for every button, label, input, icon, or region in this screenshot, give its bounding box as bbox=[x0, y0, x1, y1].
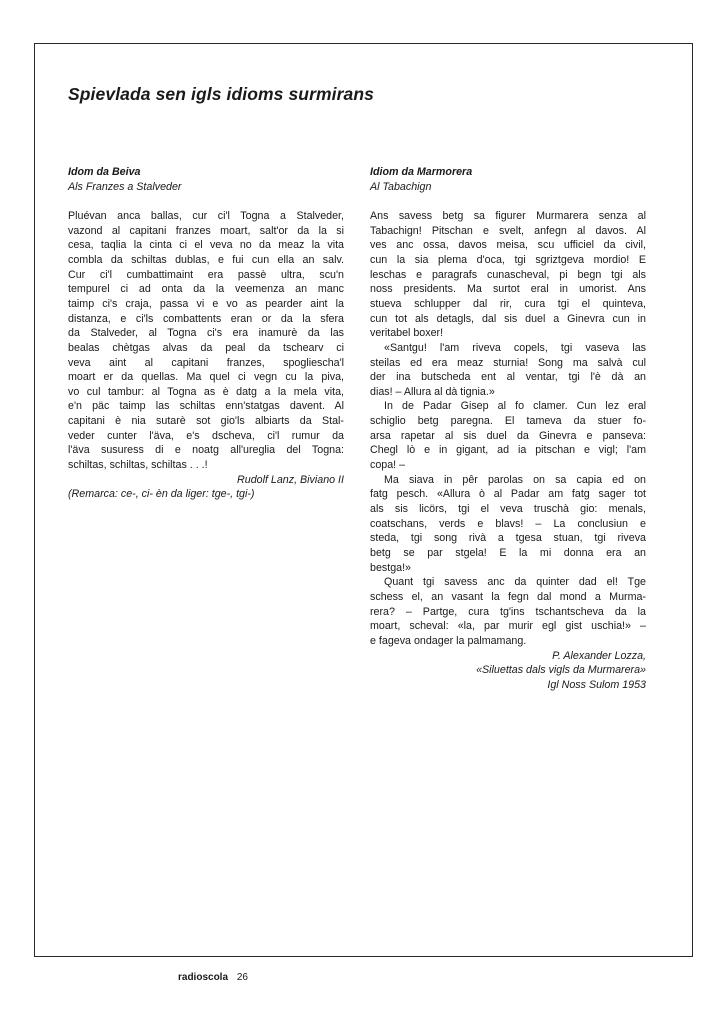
text-line: der ina butscheda ent al ventar, tgi l'è dà an bbox=[370, 371, 646, 384]
text-line: distanza, e ci'ls combattents eran or da la sfera bbox=[68, 312, 344, 325]
text-line: cesa, taqlia la cinta ci el veva no da meaz la vita bbox=[68, 239, 344, 252]
right-heading: Idiom da Marmorera bbox=[370, 166, 473, 178]
text-line: «Santgu! l'am riveva copels, tgi vaseva las bbox=[384, 341, 646, 354]
text-line: bealas chètgas alvas da peal da tschearv ci bbox=[68, 341, 344, 354]
text-line: copa! – bbox=[370, 459, 406, 472]
text-line: Tabachign! Pitschan e svelt, anfegn al davos. Al bbox=[370, 224, 646, 237]
page-title: Spievlada sen igls idioms surmirans bbox=[68, 84, 374, 104]
text-line: da Stalveder, al Togna ci's era inamurè da las bbox=[68, 327, 344, 340]
text-line: cun la sia plema d'oca, tgi sgriztgeva mordio! E bbox=[370, 253, 646, 266]
text-line: capitani è nia sutarè sot gio'ls albiarts da Stal- bbox=[68, 415, 344, 428]
page-number: 26 bbox=[236, 972, 248, 983]
text-line: e fageva ondager la palmamang. bbox=[370, 634, 527, 647]
left-subheading: Als Franzes a Stalveder bbox=[68, 180, 182, 193]
text-line: vo cul tambur: al Togna as è datg a la mela vita, bbox=[68, 385, 344, 398]
text-line: arsa rapetar al sis duel da Ginevra e panseva: bbox=[370, 429, 646, 442]
text-line: moart er da quellas. Ma quel ci vegn cu la piva, bbox=[68, 371, 344, 384]
text-line: stueva schlupper dal rir, cura tgi el quinteva, bbox=[370, 297, 646, 310]
text-line: bestga!» bbox=[370, 561, 412, 574]
text-line: l'äva susuress di e noatg all'ureglia del Togna: bbox=[68, 444, 344, 457]
page-footer bbox=[178, 972, 248, 983]
text-line: moart, scheval: «la, par murir egl gist uschia!» – bbox=[370, 620, 646, 633]
text-line: cun tot als detagls, dal sis duel a Ginevra cun in bbox=[370, 312, 646, 325]
text-line: steda, tgi song rivà a tgesa stuan, tgi riveva bbox=[370, 532, 646, 545]
text-line: Chegl lò e in gigant, ad ia pitschan e vigl; l'am bbox=[370, 444, 646, 457]
text-line: vazond al capitani franzes moart, salt'or da la si bbox=[68, 224, 344, 237]
text-line: schess el, an vasant la fegn dal mond a Murma- bbox=[370, 591, 646, 604]
publication-name: radioscola bbox=[178, 972, 229, 983]
text-line: coatschans, verds e blavs! – La conclusiun e bbox=[370, 517, 646, 530]
text-line: veder cunter l'äva, e's dscheva, ci'l rumur da bbox=[68, 429, 344, 442]
text-line: rera? – Partge, cura tg'ins tschantscheva da la bbox=[370, 605, 646, 618]
text-line: ves anc ossa, davos meisa, scu ufficiel da civil, bbox=[370, 239, 646, 252]
right-subheading: Al Tabachign bbox=[370, 180, 432, 193]
text-line: In de Padar Gisep al fo clamer. Cun lez eral bbox=[384, 400, 646, 413]
paragraph bbox=[370, 575, 646, 648]
text-line: Ma siava in pêr parolas on sa capia ed on bbox=[384, 473, 646, 486]
text-line: schiltas, schiltas, schiltas . . .! bbox=[68, 459, 208, 472]
left-column bbox=[68, 165, 344, 502]
text-line: betg se par stgela! E la mi donna era an bbox=[370, 547, 646, 560]
right-body bbox=[370, 209, 646, 649]
paragraph bbox=[370, 341, 646, 400]
text-line: dias! – Allura al dà tignia.» bbox=[370, 385, 495, 398]
left-body bbox=[68, 209, 344, 473]
text-line: combla da schiltas dublas, e fui cun ella an salv. bbox=[68, 253, 344, 266]
attribution-line: Igl Noss Sulom 1953 bbox=[547, 678, 646, 691]
right-column bbox=[370, 165, 646, 693]
text-line: Pluévan anca ballas, cur ci'l Togna a Stalveder, bbox=[68, 209, 344, 222]
text-line: als sis licörs, tgi el veva truschà gio: menals, bbox=[370, 503, 646, 516]
text-line: fatg pesch. «Allura ò al Padar am fatg sager tot bbox=[370, 488, 646, 501]
paragraph bbox=[370, 473, 646, 576]
text-line: veva aint al capitani franzes, spogliescha'l bbox=[68, 356, 344, 369]
left-heading: Idom da Beiva bbox=[68, 166, 141, 178]
text-line: taimp ci's craja, passa vi e vo as pearder aint la bbox=[68, 297, 344, 310]
paragraph bbox=[370, 209, 646, 341]
left-author: Rudolf Lanz, Biviano II bbox=[237, 473, 344, 486]
text-line: Quant tgi savess anc da quinter dad el! Tge bbox=[384, 576, 646, 589]
left-note: (Remarca: ce-, ci- èn da liger: tge-, tgi-) bbox=[68, 488, 255, 501]
text-line: noss presidents. Ma surtot eral in umorist. Ans bbox=[370, 283, 646, 296]
text-line: e'n päc taimp las schiltas enn'statgas davent. Al bbox=[68, 400, 344, 413]
text-line: leschas e paragrafs cunascheval, pi begn tgi als bbox=[370, 268, 646, 281]
text-line: tempurel ci ad onta da la veemenza an manc bbox=[68, 283, 344, 296]
text-line: steilas ed era meaz sturnia! Song ma salvà cul bbox=[370, 356, 646, 369]
text-line: schiglio betg paregna. El tameva da stuer fo- bbox=[370, 415, 646, 428]
text-line: Cur ci'l cumbattimaint era passè ultra, scu'n bbox=[68, 268, 344, 281]
text-line: Ans savess betg sa figurer Murmarera senza al bbox=[370, 209, 646, 222]
attribution-line: «Siluettas dals vigls da Murmarera» bbox=[476, 664, 646, 677]
text-line: veritabel boxer! bbox=[370, 327, 444, 340]
attribution-line: P. Alexander Lozza, bbox=[552, 649, 646, 662]
paragraph bbox=[370, 399, 646, 472]
right-attribution bbox=[370, 649, 646, 693]
